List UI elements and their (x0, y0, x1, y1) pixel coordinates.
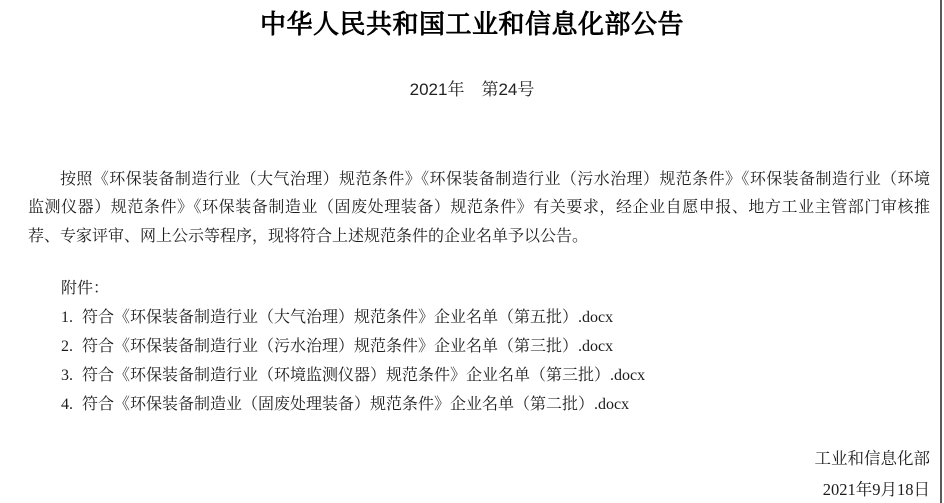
attachment-file-link[interactable]: 符合《环保装备制造行业（大气治理）规范条件》企业名单（第五批）.docx (82, 309, 614, 326)
attachment-item[interactable] (61, 361, 930, 390)
body-line: 监测仪器）规范条件》《环保装备制造业（固废处理装备）规范条件》有关要求，经企业自愿申报、地方工业主管部门审核推 (28, 199, 930, 217)
issuer-name: 工业和信息化部 (814, 449, 930, 468)
attachment-number: 3. (61, 367, 73, 384)
issue-number: 2021年 第24号 (409, 80, 535, 99)
page-title: 中华人民共和国工业和信息化部公告 (259, 9, 684, 39)
attachment-file-link[interactable]: 符合《环保装备制造行业（污水治理）规范条件》企业名单（第三批）.docx (82, 338, 614, 355)
attachment-number: 1. (61, 309, 73, 326)
attachment-item[interactable] (61, 303, 930, 332)
body-line: 按照《环保装备制造行业（大气治理）规范条件》《环保装备制造行业（污水治理）规范条件》《环保装备制造行业（环境 (60, 171, 930, 188)
issue-date: 2021年9月18日 (822, 480, 930, 499)
attachment-number: 4. (61, 396, 73, 413)
attachment-number: 2. (61, 338, 73, 355)
attachment-item[interactable] (61, 390, 930, 419)
attachment-item[interactable] (61, 332, 930, 361)
body-paragraph (28, 166, 930, 251)
attachment-file-link[interactable]: 符合《环保装备制造业（固废处理装备）规范条件》企业名单（第二批）.docx (82, 396, 630, 413)
attachments-label: 附件： (61, 280, 110, 297)
attachments-section (61, 274, 930, 419)
body-line: 荐、专家评审、网上公示等程序，现将符合上述规范条件的企业名单予以公告。 (28, 227, 589, 245)
attachment-file-link[interactable]: 符合《环保装备制造行业（环境监测仪器）规范条件》企业名单（第三批）.docx (82, 367, 646, 384)
right-edge-line (940, 0, 942, 503)
